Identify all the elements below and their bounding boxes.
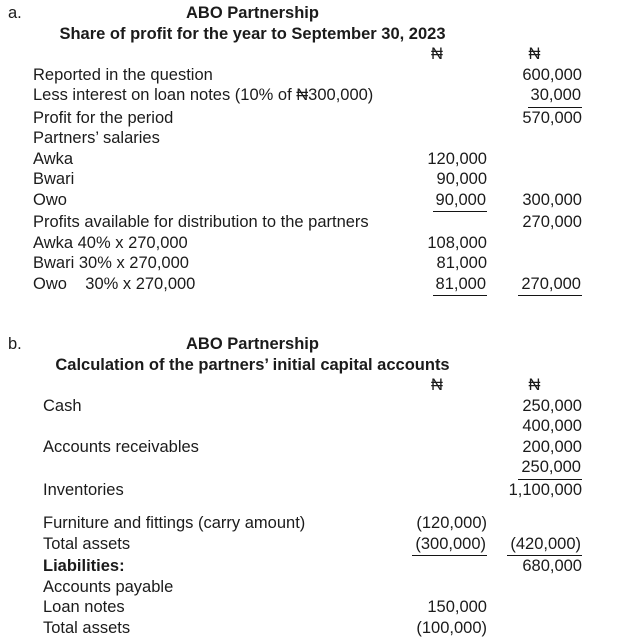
amount-col1: 81,000 bbox=[387, 274, 487, 297]
table-row bbox=[33, 253, 582, 274]
naira-symbol-col1: ₦ bbox=[387, 375, 487, 396]
table-row bbox=[33, 65, 582, 86]
amount-col1: (300,000) bbox=[387, 534, 487, 557]
table-row bbox=[33, 169, 582, 190]
row-label: Cash bbox=[43, 396, 387, 417]
row-label: Accounts receivables bbox=[43, 437, 387, 458]
row-label: Bwari bbox=[33, 169, 387, 190]
table-row bbox=[33, 128, 582, 149]
section-a-marker: a. bbox=[8, 3, 22, 24]
amount-col1: 120,000 bbox=[387, 149, 487, 170]
section-b-heading bbox=[0, 334, 505, 375]
amount-col2: 680,000 bbox=[487, 556, 582, 577]
table-row bbox=[43, 437, 582, 458]
section-b-subtitle: Calculation of the partners’ initial capital accounts bbox=[0, 355, 505, 376]
row-label: Loan notes bbox=[43, 597, 387, 618]
amount-col2: 1,100,000 bbox=[487, 480, 582, 501]
table-row bbox=[43, 577, 582, 598]
naira-symbol-col1: ₦ bbox=[387, 44, 487, 65]
section-a-title: ABO Partnership bbox=[0, 3, 505, 24]
naira-symbol-col2: ₦ bbox=[487, 375, 582, 396]
amount-col2: 200,000 bbox=[487, 437, 582, 458]
row-label: Less interest on loan notes (10% of ₦300,000) bbox=[33, 85, 387, 106]
amount-col2: 270,000 bbox=[487, 274, 582, 297]
table-row bbox=[43, 416, 582, 437]
amount-col2: 600,000 bbox=[487, 65, 582, 86]
amount-col1: 108,000 bbox=[387, 233, 487, 254]
table-row bbox=[43, 513, 582, 534]
amount-col2: 250,000 bbox=[487, 457, 582, 480]
table-row bbox=[43, 396, 582, 417]
table-row bbox=[33, 85, 582, 108]
row-label: Owo 30% x 270,000 bbox=[33, 274, 387, 295]
row-label: Bwari 30% x 270,000 bbox=[33, 253, 387, 274]
table-row bbox=[33, 212, 582, 233]
table-row bbox=[43, 534, 582, 557]
table-row bbox=[43, 457, 582, 480]
table-row bbox=[43, 556, 582, 577]
amount-col2: 30,000 bbox=[487, 85, 582, 108]
section-b-table bbox=[43, 375, 582, 638]
amount-col2: 570,000 bbox=[487, 108, 582, 129]
section-a bbox=[0, 3, 620, 296]
amount-col2: 300,000 bbox=[487, 190, 582, 211]
section-b bbox=[0, 334, 620, 638]
section-b-title: ABO Partnership bbox=[0, 334, 505, 355]
section-b-marker: b. bbox=[8, 334, 22, 355]
currency-header-row bbox=[43, 375, 582, 396]
section-a-table bbox=[33, 44, 582, 296]
row-label: Awka 40% x 270,000 bbox=[33, 233, 387, 254]
table-row bbox=[43, 618, 582, 638]
row-label: Awka bbox=[33, 149, 387, 170]
section-a-subtitle: Share of profit for the year to September 30, 2023 bbox=[0, 24, 505, 45]
amount-col1: 150,000 bbox=[387, 597, 487, 618]
table-row bbox=[33, 149, 582, 170]
table-row bbox=[33, 233, 582, 254]
amount-col2: 400,000 bbox=[487, 416, 582, 437]
amount-col2: 270,000 bbox=[487, 212, 582, 233]
table-row bbox=[33, 190, 582, 213]
row-label: Furniture and fittings (carry amount) bbox=[43, 513, 387, 534]
amount-col1: 81,000 bbox=[387, 253, 487, 274]
amount-col1: (100,000) bbox=[387, 618, 487, 638]
amount-col2: 250,000 bbox=[487, 396, 582, 417]
row-label: Profit for the period bbox=[33, 108, 387, 129]
amount-col1: 90,000 bbox=[387, 169, 487, 190]
table-row bbox=[43, 597, 582, 618]
table-row bbox=[33, 274, 582, 297]
naira-symbol-col2: ₦ bbox=[487, 44, 582, 65]
row-label: Partners’ salaries bbox=[33, 128, 387, 149]
row-label: Total assets bbox=[43, 534, 387, 555]
row-label: Accounts payable bbox=[43, 577, 387, 598]
row-label: Reported in the question bbox=[33, 65, 387, 86]
row-label: Total assets bbox=[43, 618, 387, 638]
row-label: Liabilities: bbox=[43, 556, 387, 577]
table-row bbox=[33, 108, 582, 129]
amount-col1: (120,000) bbox=[387, 513, 487, 534]
row-label: Profits available for distribution to the partners bbox=[33, 212, 387, 233]
amount-col2: (420,000) bbox=[487, 534, 582, 557]
amount-col1: 90,000 bbox=[387, 190, 487, 213]
row-label: Owo bbox=[33, 190, 387, 211]
table-row bbox=[43, 480, 582, 501]
currency-header-row bbox=[33, 44, 582, 65]
section-a-heading bbox=[0, 3, 505, 44]
blank-line bbox=[43, 500, 582, 513]
row-label: Inventories bbox=[43, 480, 387, 501]
